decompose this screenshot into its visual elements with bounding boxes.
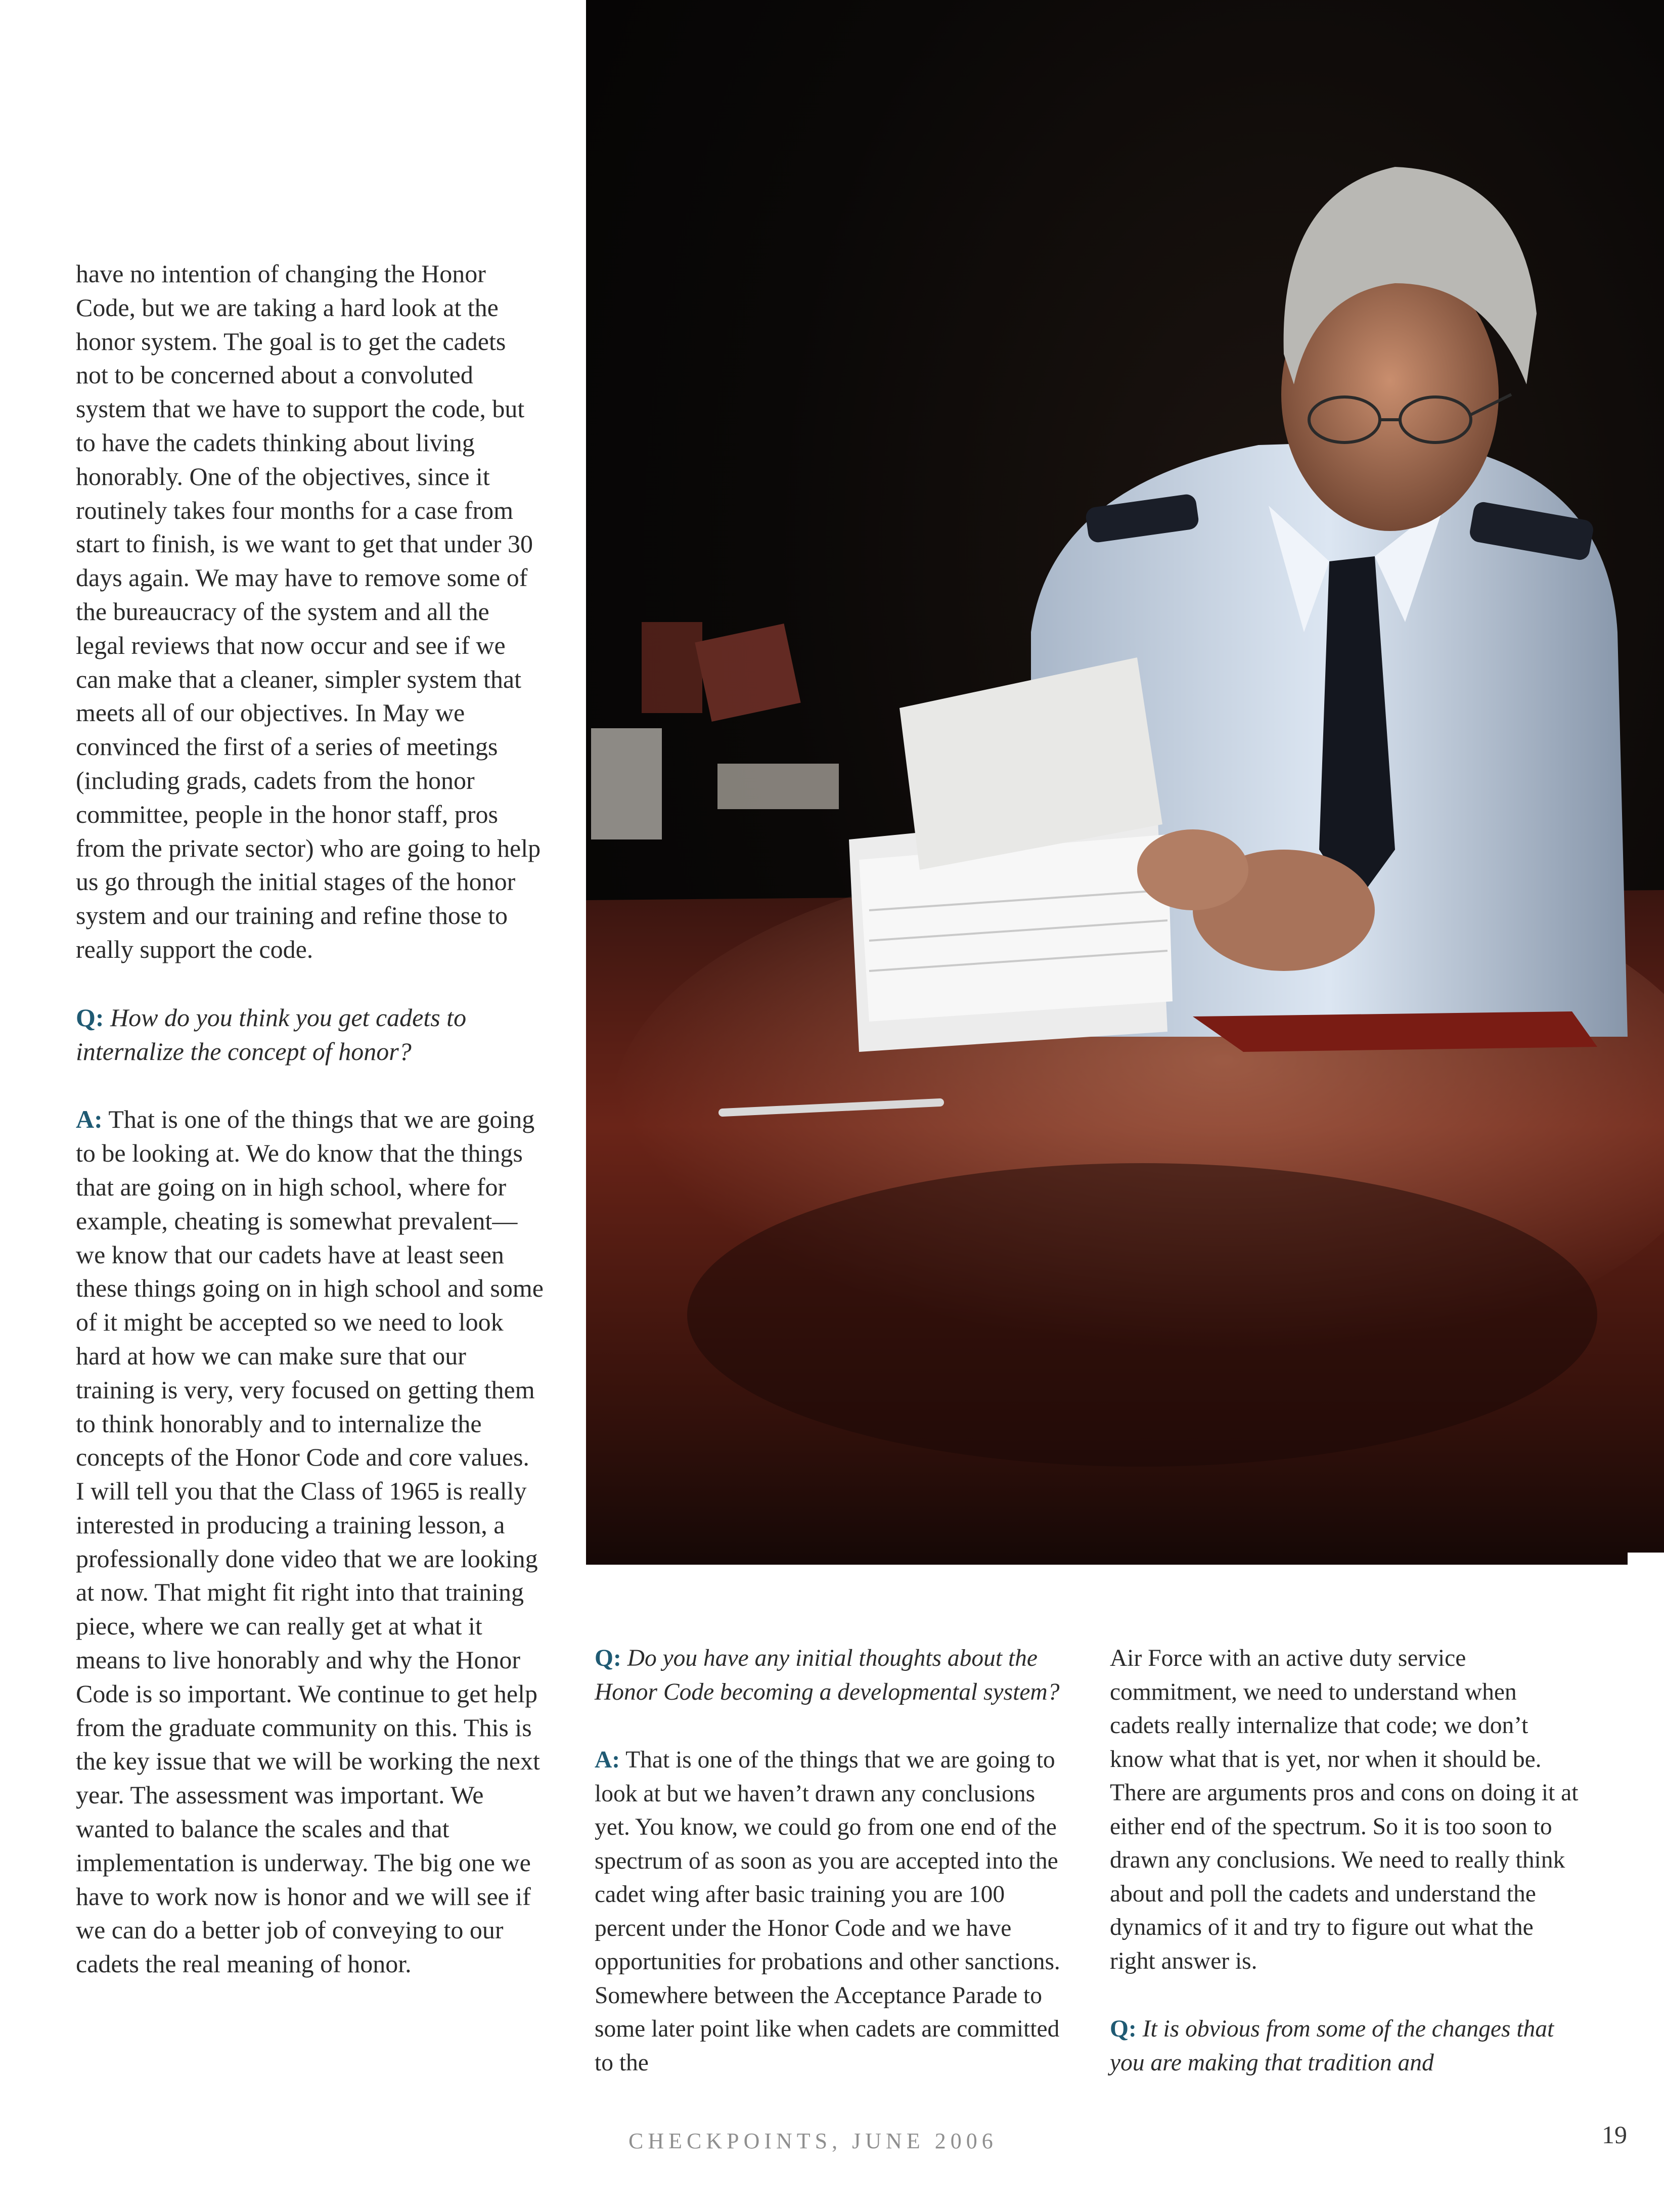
- question-text: How do you think you get cadets to internalize the concept of honor?: [76, 1003, 467, 1066]
- middle-answer: [595, 1743, 1062, 2080]
- left-paragraph-1: have no intention of changing the Honor Code, but we are taking a hard look at the honor system. The goal is to get the cadets not to be concerned about a convoluted system that we have to support the code, but to have the cadets thinking about living honorably. One of the objectives, since it routinely takes four months for a case from start to finish, is we want to get that under 30 days again. We may have to remove some of the bureaucracy of the system and all the legal reviews that now occur and see if we can make that a cleaner, simpler system that meets all of our objectives. In May we convinced the first of a series of meetings (including grads, cadets from the honor committee, people in the honor staff, pros from the private sector) who are going to help us go through the initial stages of the honor system and our training and refine those to really support the code.: [76, 259, 541, 963]
- answer-text: That is one of the things that we are going to be looking at. We do know that the things that are going on in high school, where for example, cheating is somewhat prevalent—we know that our cadets have at least seen these things going on in high school and some of it might be accepted so we need to look hard at how we can make sure that our training is very, very focused on getting them to think honorably and to internalize the concepts of the Honor Code and core values. I will tell you that the Class of 1965 is really interested in producing a training lesson, a professionally done video that we are looking at now. That might fit right into that training piece, where we can really get at what it means to live honorably and why the Honor Code is so important. We continue to get help from the graduate community on this. This is the key issue that we will be working the next year. The assessment was important. We wanted to balance the scales and that implementation is underway. The big one we have to work now is honor and we will see if we can do a better job of conveying to our cadets the real meaning of honor.: [76, 1105, 544, 1978]
- page-number: 19: [1602, 2120, 1627, 2149]
- right-text-column: [1110, 1642, 1580, 2080]
- question-label: Q:: [1110, 2016, 1137, 2042]
- answer-label: A:: [76, 1105, 103, 1134]
- left-question: [76, 1001, 544, 1069]
- officer-reviewing-documents-photo: [586, 0, 1664, 1565]
- answer-text: That is one of the things that we are going to look at but we haven’t drawn any conclusions yet. You know, we could go from one end of the spectrum of as soon as you are accepted into the cadet wing after basic training you are 100 percent under the Honor Code and we have opportunities for probations and other sanctions. Somewhere between the Acceptance Parade to some later point like when cadets are committed to the: [595, 1747, 1060, 2076]
- question-text: It is obvious from some of the changes that you are making that tradition and: [1110, 2016, 1554, 2076]
- left-answer: [76, 1102, 544, 1981]
- question-text: Do you have any initial thoughts about the Honor Code becoming a developmental system?: [595, 1645, 1060, 1705]
- middle-question: [595, 1642, 1062, 1709]
- middle-text-column: [595, 1642, 1062, 2080]
- question-label: Q:: [76, 1003, 104, 1032]
- question-label: Q:: [595, 1645, 621, 1671]
- right-paragraph-1: Air Force with an active duty service commitment, we need to understand when cadets really internalize that code; we don’t know what that is yet, nor when it should be. There are arguments pros and cons on doing it at either end of the spectrum. So it is too soon to drawn any conclusions. We need to really think about and poll the cadets and understand the dynamics of it and try to figure out what the right answer is.: [1110, 1645, 1579, 1974]
- left-text-column: [76, 257, 544, 1981]
- answer-label: A:: [595, 1747, 620, 1773]
- right-question: [1110, 2012, 1580, 2080]
- footer-publication-title: CHECKPOINTS, JUNE 2006: [628, 2129, 998, 2153]
